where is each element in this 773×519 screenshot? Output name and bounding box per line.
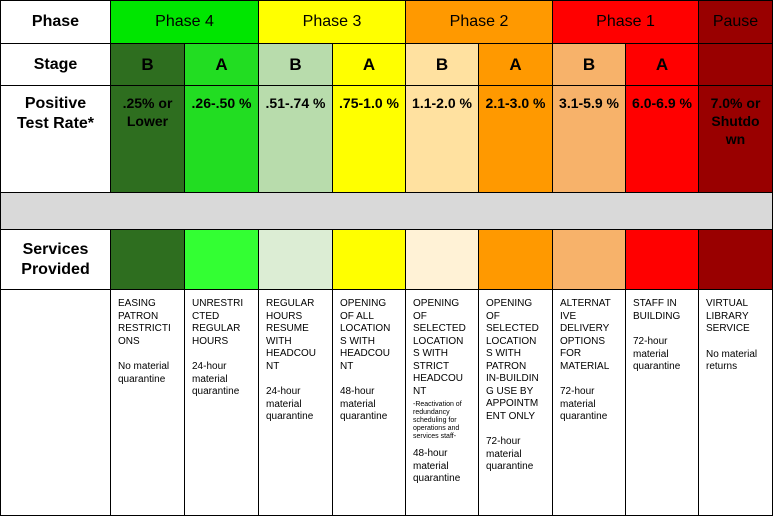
service-title — [118, 298, 180, 386]
service-title-line: SELECTED — [413, 323, 466, 334]
service-title — [706, 298, 768, 374]
phase-row-label: Phase — [1, 1, 111, 44]
service-title-line: DELIVERY — [560, 323, 610, 334]
service-quarantine-line: 48-hour — [340, 386, 375, 397]
phase-header-row — [1, 1, 773, 44]
service-title-line: NT — [340, 360, 354, 372]
stage-cell: A — [185, 44, 259, 86]
service-quarantine-line: 72-hour — [486, 436, 521, 447]
service-quarantine-line: quarantine — [266, 411, 314, 422]
service-quarantine-line: quarantine — [633, 361, 681, 372]
service-quarantine-line: returns — [706, 361, 738, 372]
service-gap — [266, 373, 328, 386]
service-description — [185, 290, 259, 516]
service-title-line: STAFF IN — [633, 298, 677, 309]
service-title-line: NT — [266, 360, 280, 372]
stage-cell-empty — [699, 44, 773, 86]
service-title-line: HOURS — [192, 335, 229, 347]
service-title-line: REGULAR — [266, 298, 315, 309]
rate-label-line2: Test Rate* — [16, 115, 95, 132]
service-title-line: ENT ONLY — [486, 410, 536, 422]
service-gap — [633, 323, 694, 336]
service-color-swatch — [333, 230, 406, 290]
service-quarantine-line: quarantine — [340, 411, 388, 422]
service-quarantine-line: quarantine — [413, 473, 461, 484]
service-color-swatch — [406, 230, 479, 290]
stage-cell: B — [406, 44, 479, 86]
stage-cell: B — [111, 44, 185, 86]
service-quarantine-line: 24-hour — [192, 361, 227, 372]
service-quarantine-line: 72-hour — [633, 336, 668, 347]
service-title-line: LIBRARY — [706, 310, 749, 322]
stage-cell: A — [479, 44, 553, 86]
spacer-band — [1, 193, 773, 230]
service-title-line: S WITH — [486, 348, 521, 359]
service-quarantine-line: quarantine — [118, 373, 166, 385]
pause-header: Pause — [699, 1, 773, 44]
service-description — [553, 290, 626, 516]
service-note: -Reactivation of redundancy scheduling for operations and services staff- — [413, 401, 462, 440]
service-color-swatch — [259, 230, 333, 290]
service-title-line: HEADCOU — [266, 348, 317, 359]
rate-cell: 1.1-2.0 % — [406, 86, 479, 193]
service-description — [406, 290, 479, 516]
service-title-line: WITH — [266, 335, 292, 347]
service-quarantine-line: material — [340, 398, 376, 410]
service-title-line: APPOINTM — [486, 398, 539, 409]
service-title-line: IN-BUILDIN — [486, 373, 539, 384]
service-quarantine-line: material — [192, 373, 228, 385]
service-title — [486, 298, 548, 474]
service-color-swatch — [479, 230, 553, 290]
rate-label-line1: Positive — [24, 95, 87, 112]
rate-cell: 2.1-3.0 % — [479, 86, 553, 193]
service-title-line: HEADCOU — [413, 373, 464, 384]
service-title-line: SERVICE — [706, 323, 750, 334]
service-title-line: OPTIONS — [560, 335, 606, 347]
service-description — [699, 290, 773, 516]
service-gap — [706, 336, 768, 349]
service-title-line: PATRON — [118, 310, 159, 322]
service-color-swatch — [553, 230, 626, 290]
rate-row — [1, 86, 773, 193]
service-title-line: HEADCOU — [340, 348, 391, 359]
rate-row-label — [1, 86, 111, 193]
service-title-line: CTED — [192, 310, 220, 322]
service-title-line: OPENING — [413, 298, 460, 309]
service-title-line: UNRESTRI — [192, 298, 244, 309]
service-gap — [340, 373, 401, 386]
service-title-line: OF — [486, 310, 500, 322]
service-description — [333, 290, 406, 516]
service-quarantine-line: No material — [706, 348, 758, 360]
service-description — [479, 290, 553, 516]
services-row-label — [1, 230, 111, 290]
service-color-swatch — [699, 230, 773, 290]
service-quarantine-line: 72-hour — [560, 386, 595, 397]
service-quarantine-line: material — [633, 348, 669, 360]
service-title-line: SELECTED — [486, 323, 539, 334]
service-color-swatch — [185, 230, 259, 290]
spacer-row — [1, 193, 773, 230]
stage-cell: A — [333, 44, 406, 86]
services-text-empty — [1, 290, 111, 516]
services-text-row — [1, 290, 773, 516]
rate-cell: .26-.50 % — [185, 86, 259, 193]
service-quarantine-line: material — [266, 398, 302, 410]
service-gap — [192, 348, 254, 361]
service-description — [111, 290, 185, 516]
service-title-line: HOURS — [266, 310, 303, 322]
stage-cell: A — [626, 44, 699, 86]
service-title-line: VIRTUAL — [706, 298, 749, 309]
service-description — [626, 290, 699, 516]
service-title-line: OPENING — [340, 298, 387, 309]
services-color-row — [1, 230, 773, 290]
service-title — [413, 298, 474, 486]
service-title-line: LOCATION — [486, 335, 537, 347]
service-quarantine-line: quarantine — [192, 386, 240, 397]
service-title-line: STRICT — [413, 360, 450, 372]
phase-2-header: Phase 2 — [406, 1, 553, 44]
service-title-line: NT — [413, 385, 427, 397]
service-title-line: BUILDING — [633, 310, 681, 322]
service-color-swatch — [626, 230, 699, 290]
service-title-line: S WITH — [340, 335, 375, 347]
service-title-line: PATRON — [486, 360, 527, 372]
service-quarantine-line: material — [560, 398, 596, 410]
service-title — [266, 298, 328, 424]
service-quarantine-line: 24-hour — [266, 386, 301, 397]
services-label-line2: Provided — [21, 260, 90, 278]
service-title — [192, 298, 254, 399]
rate-cell: 3.1-5.9 % — [553, 86, 626, 193]
service-title-line: LOCATION — [340, 323, 391, 334]
service-title-line: LOCATION — [413, 335, 464, 347]
service-title-line: G USE BY — [486, 385, 534, 397]
service-title-line: REGULAR — [192, 323, 241, 334]
stage-row-label: Stage — [1, 44, 111, 86]
stage-cell: B — [259, 44, 333, 86]
service-color-swatch — [111, 230, 185, 290]
rate-cell: 6.0-6.9 % — [626, 86, 699, 193]
service-quarantine-line: quarantine — [560, 411, 608, 422]
service-description — [259, 290, 333, 516]
service-title-line: ALTERNAT — [560, 298, 611, 309]
service-title-line: ONS — [118, 335, 140, 347]
service-title-line: S WITH — [413, 348, 448, 359]
rate-cell: .75-1.0 % — [333, 86, 406, 193]
service-title-line: FOR — [560, 348, 582, 359]
service-title-line: RESTRICTI — [118, 323, 171, 334]
stage-cell: B — [553, 44, 626, 86]
service-quarantine-line: quarantine — [486, 461, 534, 472]
service-quarantine-line: No material — [118, 361, 170, 372]
services-label-line1: Services — [22, 240, 89, 258]
service-title — [340, 298, 401, 424]
service-title — [633, 298, 694, 374]
service-title-line: OF ALL — [340, 310, 374, 322]
service-title-line: MATERIAL — [560, 360, 610, 372]
stage-row — [1, 44, 773, 86]
service-gap — [118, 348, 180, 361]
service-quarantine-line: material — [413, 460, 449, 472]
service-title-line: OPENING — [486, 298, 533, 309]
service-quarantine-line: material — [486, 448, 522, 460]
phase-1-header: Phase 1 — [553, 1, 699, 44]
service-title-line: RESUME — [266, 323, 309, 334]
rate-cell: 7.0% or Shutdown — [699, 86, 773, 193]
service-title — [560, 298, 621, 424]
service-gap — [560, 373, 621, 386]
service-quarantine-line: 48-hour — [413, 448, 448, 459]
phase-4-header: Phase 4 — [111, 1, 259, 44]
service-gap — [486, 423, 548, 436]
service-title-line: OF — [413, 310, 427, 322]
phase-3-header: Phase 3 — [259, 1, 406, 44]
service-title-line: EASING — [118, 298, 156, 309]
service-title-line: IVE — [560, 310, 577, 322]
rate-cell: .51-.74 % — [259, 86, 333, 193]
rate-cell: .25% or Lower — [111, 86, 185, 193]
